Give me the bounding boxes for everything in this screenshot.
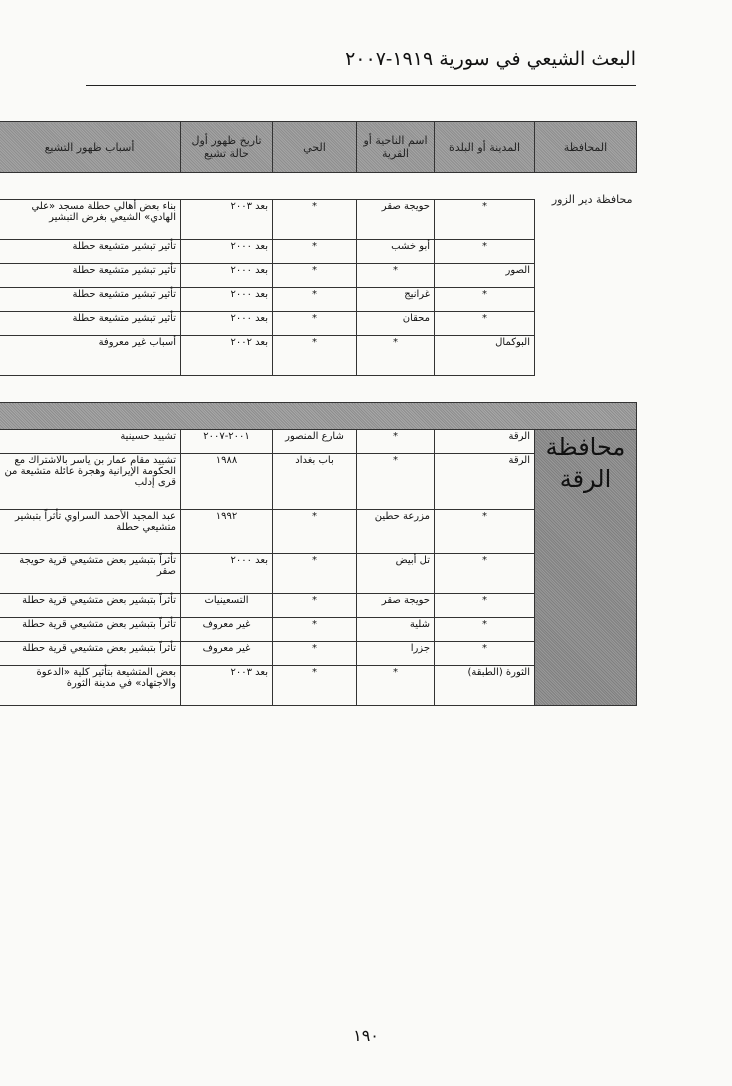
table-cell: بعد ٢٠٠٠ bbox=[181, 312, 273, 336]
governorate-cell: محافظة الرقة bbox=[535, 430, 637, 706]
table-cell: مزرعة حطين bbox=[357, 510, 435, 554]
table-cell: حويجة صقر bbox=[357, 594, 435, 618]
table-header-row bbox=[0, 122, 637, 173]
table-cell: * bbox=[357, 264, 435, 288]
table-cell: * bbox=[435, 642, 535, 666]
table-cell: تأثراً بتبشير بعض متشيعي قرية حطلة bbox=[0, 642, 181, 666]
table-cell: * bbox=[273, 240, 357, 264]
table-section-divider bbox=[0, 403, 637, 430]
table-row bbox=[0, 430, 637, 454]
column-header: أسباب ظهور التشيع bbox=[0, 122, 181, 173]
table-cell: غير معروف bbox=[181, 618, 273, 642]
table-cell: محقان bbox=[357, 312, 435, 336]
table-spacer-row bbox=[0, 173, 637, 200]
table-cell: بعد ٢٠٠٣ bbox=[181, 666, 273, 706]
table-cell: تأثير تبشير متشيعة حطلة bbox=[0, 240, 181, 264]
shia-spread-table bbox=[0, 121, 637, 706]
column-header: المدينة أو البلدة bbox=[435, 122, 535, 173]
table-cell: جزرا bbox=[357, 642, 435, 666]
header-divider bbox=[86, 85, 636, 86]
table-cell: بعض المتشيعة بتأثير كلية «الدعوة والاجتهاد» في مدينة الثورة bbox=[0, 666, 181, 706]
table-cell: * bbox=[435, 594, 535, 618]
table-cell: بعد ٢٠٠٣ bbox=[181, 200, 273, 240]
table-cell: أسباب غير معروفة bbox=[0, 336, 181, 376]
column-header: تاريخ ظهور أول حالة تشيع bbox=[181, 122, 273, 173]
table-cell: * bbox=[273, 642, 357, 666]
table-cell: باب بغداد bbox=[273, 454, 357, 510]
column-header: الحي bbox=[273, 122, 357, 173]
table-cell: * bbox=[273, 510, 357, 554]
table-cell: ١٩٩٢ bbox=[181, 510, 273, 554]
table-cell: * bbox=[273, 554, 357, 594]
table-cell: البوكمال bbox=[435, 336, 535, 376]
column-header: المحافظة bbox=[535, 122, 637, 173]
table-cell: حويجة صقر bbox=[357, 200, 435, 240]
table-cell: تأثراً بتبشير بعض متشيعي قرية حطلة bbox=[0, 618, 181, 642]
table-cell: تأثراً بتبشير بعض متشيعي قرية حويجة صقر bbox=[0, 554, 181, 594]
table-cell: * bbox=[435, 288, 535, 312]
table-cell: * bbox=[357, 666, 435, 706]
table-cell: تل أبيض bbox=[357, 554, 435, 594]
table-cell: * bbox=[273, 336, 357, 376]
table-cell: الصور bbox=[435, 264, 535, 288]
table-cell: الرقة bbox=[435, 454, 535, 510]
table-cell: * bbox=[273, 200, 357, 240]
table-cell: بعد ٢٠٠٠ bbox=[181, 554, 273, 594]
table-cell: تأثراً بتبشير بعض متشيعي قرية حطلة bbox=[0, 594, 181, 618]
table-cell: بعد ٢٠٠٠ bbox=[181, 264, 273, 288]
table-cell: تشييد مقام عمار بن ياسر بالاشتراك مع الحكومة الإيرانية وهجرة عائلة متشيعة من قرى إدلب bbox=[0, 454, 181, 510]
table-cell: * bbox=[435, 240, 535, 264]
table-cell: * bbox=[273, 618, 357, 642]
table-cell: بعد ٢٠٠٢ bbox=[181, 336, 273, 376]
table-cell: بعد ٢٠٠٠ bbox=[181, 288, 273, 312]
table-cell: * bbox=[273, 312, 357, 336]
table-cell: * bbox=[357, 430, 435, 454]
table-cell: * bbox=[357, 454, 435, 510]
table-cell: غرانيج bbox=[357, 288, 435, 312]
table-cell: تشييد حسينية bbox=[0, 430, 181, 454]
table-cell: * bbox=[435, 312, 535, 336]
table-cell: بعد ٢٠٠٠ bbox=[181, 240, 273, 264]
table-cell: * bbox=[273, 594, 357, 618]
table-cell: * bbox=[435, 200, 535, 240]
table-cell: * bbox=[357, 336, 435, 376]
table-cell: عبد المجيد الأحمد السراوي تأثراً بتبشير متشيعي حطلة bbox=[0, 510, 181, 554]
table-cell: * bbox=[435, 554, 535, 594]
table-cell: تأثير تبشير متشيعة حطلة bbox=[0, 312, 181, 336]
table-cell: الرقة bbox=[435, 430, 535, 454]
table-cell: * bbox=[273, 288, 357, 312]
table-cell: * bbox=[435, 618, 535, 642]
table-cell: شارع المنصور bbox=[273, 430, 357, 454]
table-cell: * bbox=[273, 666, 357, 706]
table-cell: تأثير تبشير متشيعة حطلة bbox=[0, 264, 181, 288]
table-cell: ١٩٨٨ bbox=[181, 454, 273, 510]
page-number: ١٩٠ bbox=[353, 1026, 379, 1045]
table-cell: ٢٠٠١-٢٠٠٧ bbox=[181, 430, 273, 454]
governorate-cell: محافظة دير الزور bbox=[535, 173, 637, 403]
table-cell: شلية bbox=[357, 618, 435, 642]
table-cell: تأثير تبشير متشيعة حطلة bbox=[0, 288, 181, 312]
table-cell: الثورة (الطبقة) bbox=[435, 666, 535, 706]
column-header: اسم الناحية أو القرية bbox=[357, 122, 435, 173]
table-cell: غير معروف bbox=[181, 642, 273, 666]
table-cell: التسعينيات bbox=[181, 594, 273, 618]
table-cell: أبو خشب bbox=[357, 240, 435, 264]
table-cell: * bbox=[273, 264, 357, 288]
page-title: البعث الشيعي في سورية ١٩١٩-٢٠٠٧ bbox=[345, 48, 636, 70]
table-cell: بناء بعض أهالي حطلة مسجد «علي الهادي» الشيعي بغرض التبشير bbox=[0, 200, 181, 240]
table-cell: * bbox=[435, 510, 535, 554]
